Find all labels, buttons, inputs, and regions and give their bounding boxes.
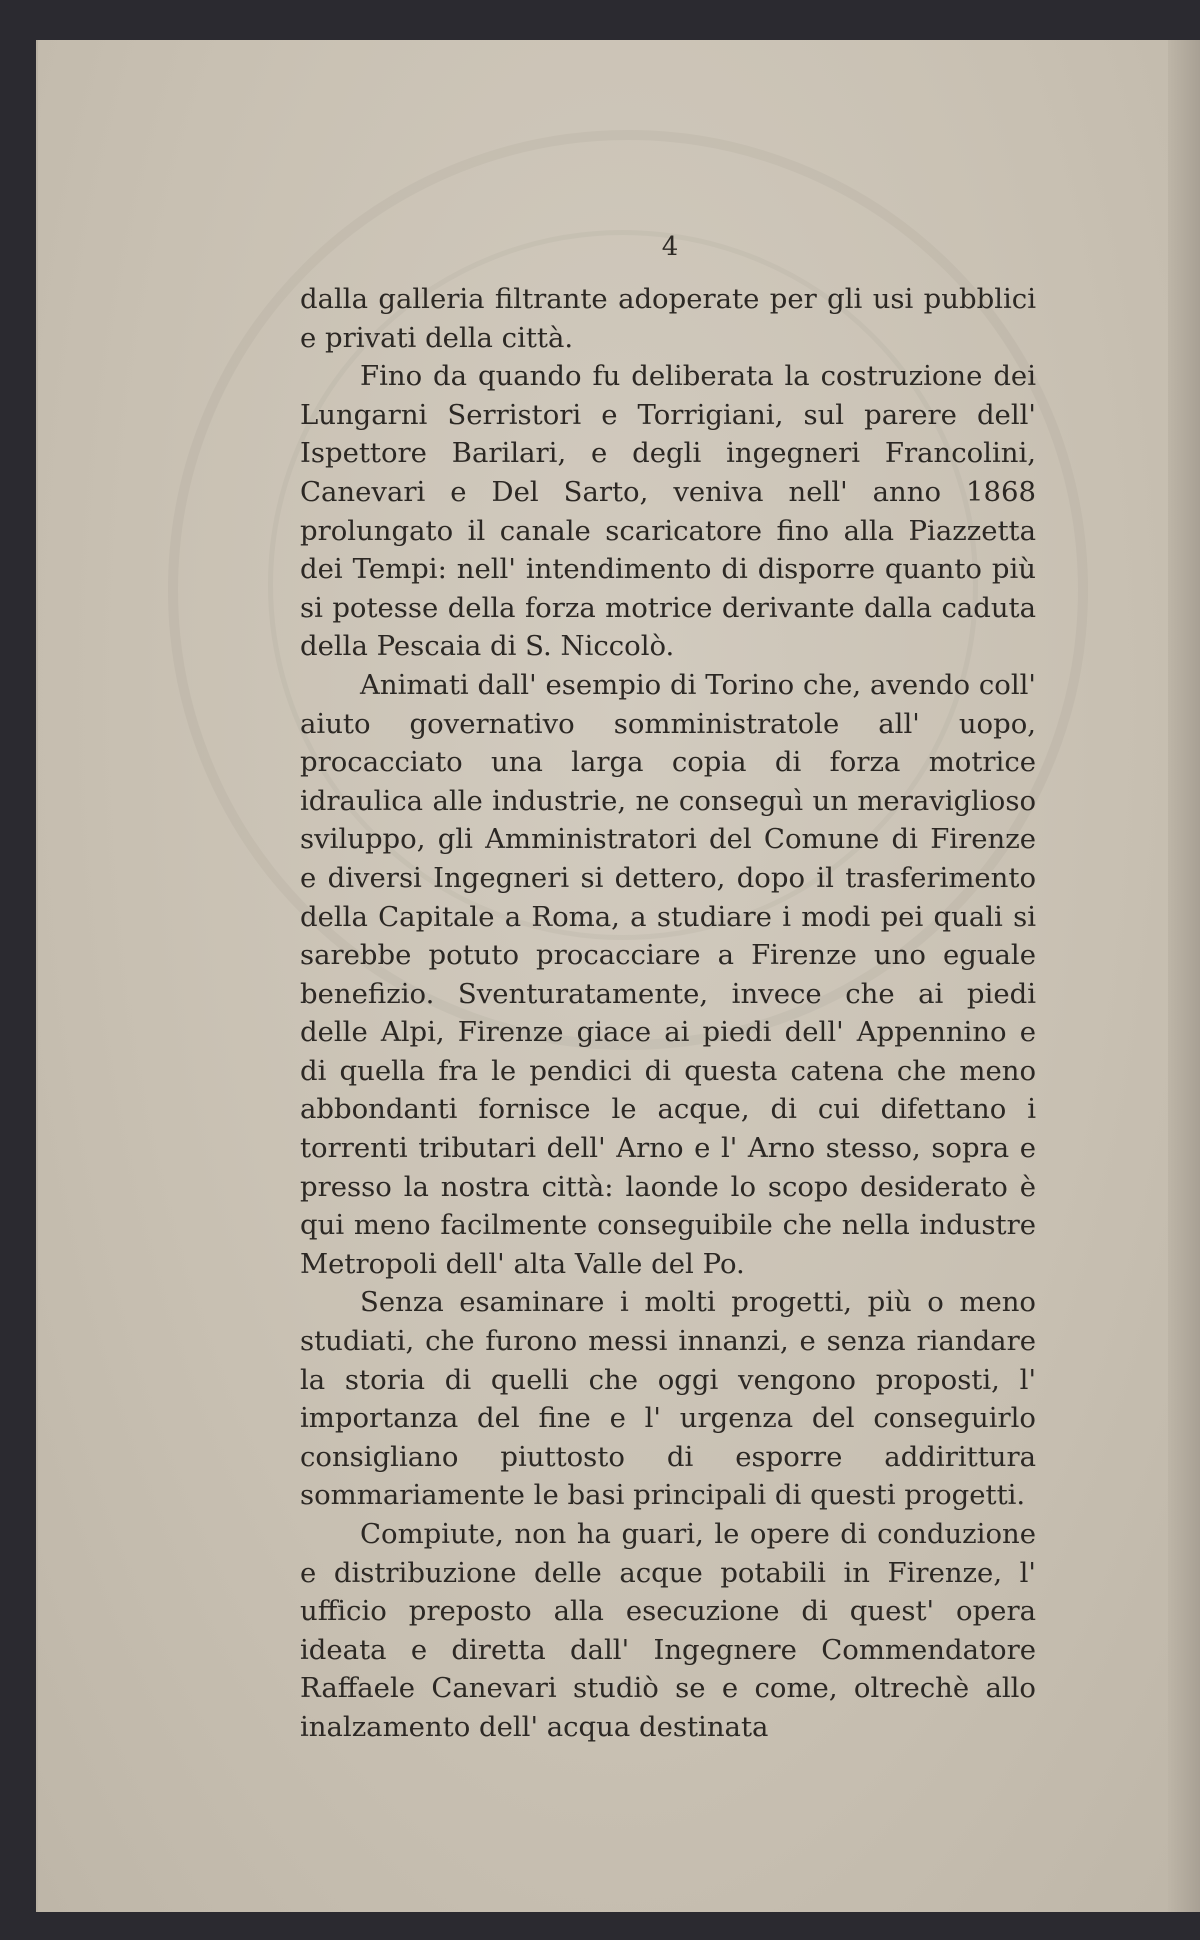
page-edge <box>1168 40 1200 1912</box>
paragraph: Animati dall' esempio di Torino che, avendo coll' aiuto governativo somministratole all' uopo, procacciato una larga copia di forza motrice idraulica alle industrie, ne conseguì un meraviglioso sviluppo, gli Amministratori del Comune di Firenze e diversi Ingegneri si dettero, dopo il trasferimento della Capitale a Roma, a studiare i modi pei quali si sarebbe potuto procacciare a Firenze uno eguale benefizio. Sventuratamente, invece che ai piedi delle Alpi, Firenze giace ai piedi dell' Appennino e di quella fra le pendici di questa catena che meno abbondanti fornisce le acque, di cui difettano i torrenti tributari dell' Arno e l' Arno stesso, sopra e presso la nostra città: laonde lo scopo desiderato è qui meno facilmente conseguibile che nella industre Metropoli dell' alta Valle del Po. <box>300 668 1036 1280</box>
paragraph: Compiute, non ha guari, le opere di conduzione e distribuzione delle acque potabili in Firenze, l' ufficio preposto alla esecuzione di quest' opera ideata e diretta dall' Ingegnere Commendatore Raffaele Canevari studiò se e come, oltrechè allo inalzamento dell' acqua destinata <box>300 1518 1036 1743</box>
page-number: 4 <box>661 232 679 262</box>
body-text <box>300 280 1036 1747</box>
paragraph: dalla galleria filtrante adoperate per gli usi pubblici e privati della città. <box>300 283 1036 354</box>
paragraph: Senza esaminare i molti progetti, più o meno studiati, che furono messi innanzi, e senza riandare la storia di quelli che oggi vengono proposti, l' importanza del fine e l' urgenza del conseguirlo consigliano piuttosto di esporre addirittura sommariamente le basi principali di questi progetti. <box>300 1286 1036 1512</box>
paragraph: Fino da quando fu deliberata la costruzione dei Lungarni Serristori e Torrigiani, sul parere dell' Ispettore Barilari, e degli ingegneri Francolini, Canevari e Del Sarto, veniva nell' anno 1868 prolungato il canale scaricatore fino alla Piazzetta dei Tempi: nell' intendimento di disporre quanto più si potesse della forza motrice derivante dalla caduta della Pescaia di S. Niccolò. <box>300 360 1036 663</box>
